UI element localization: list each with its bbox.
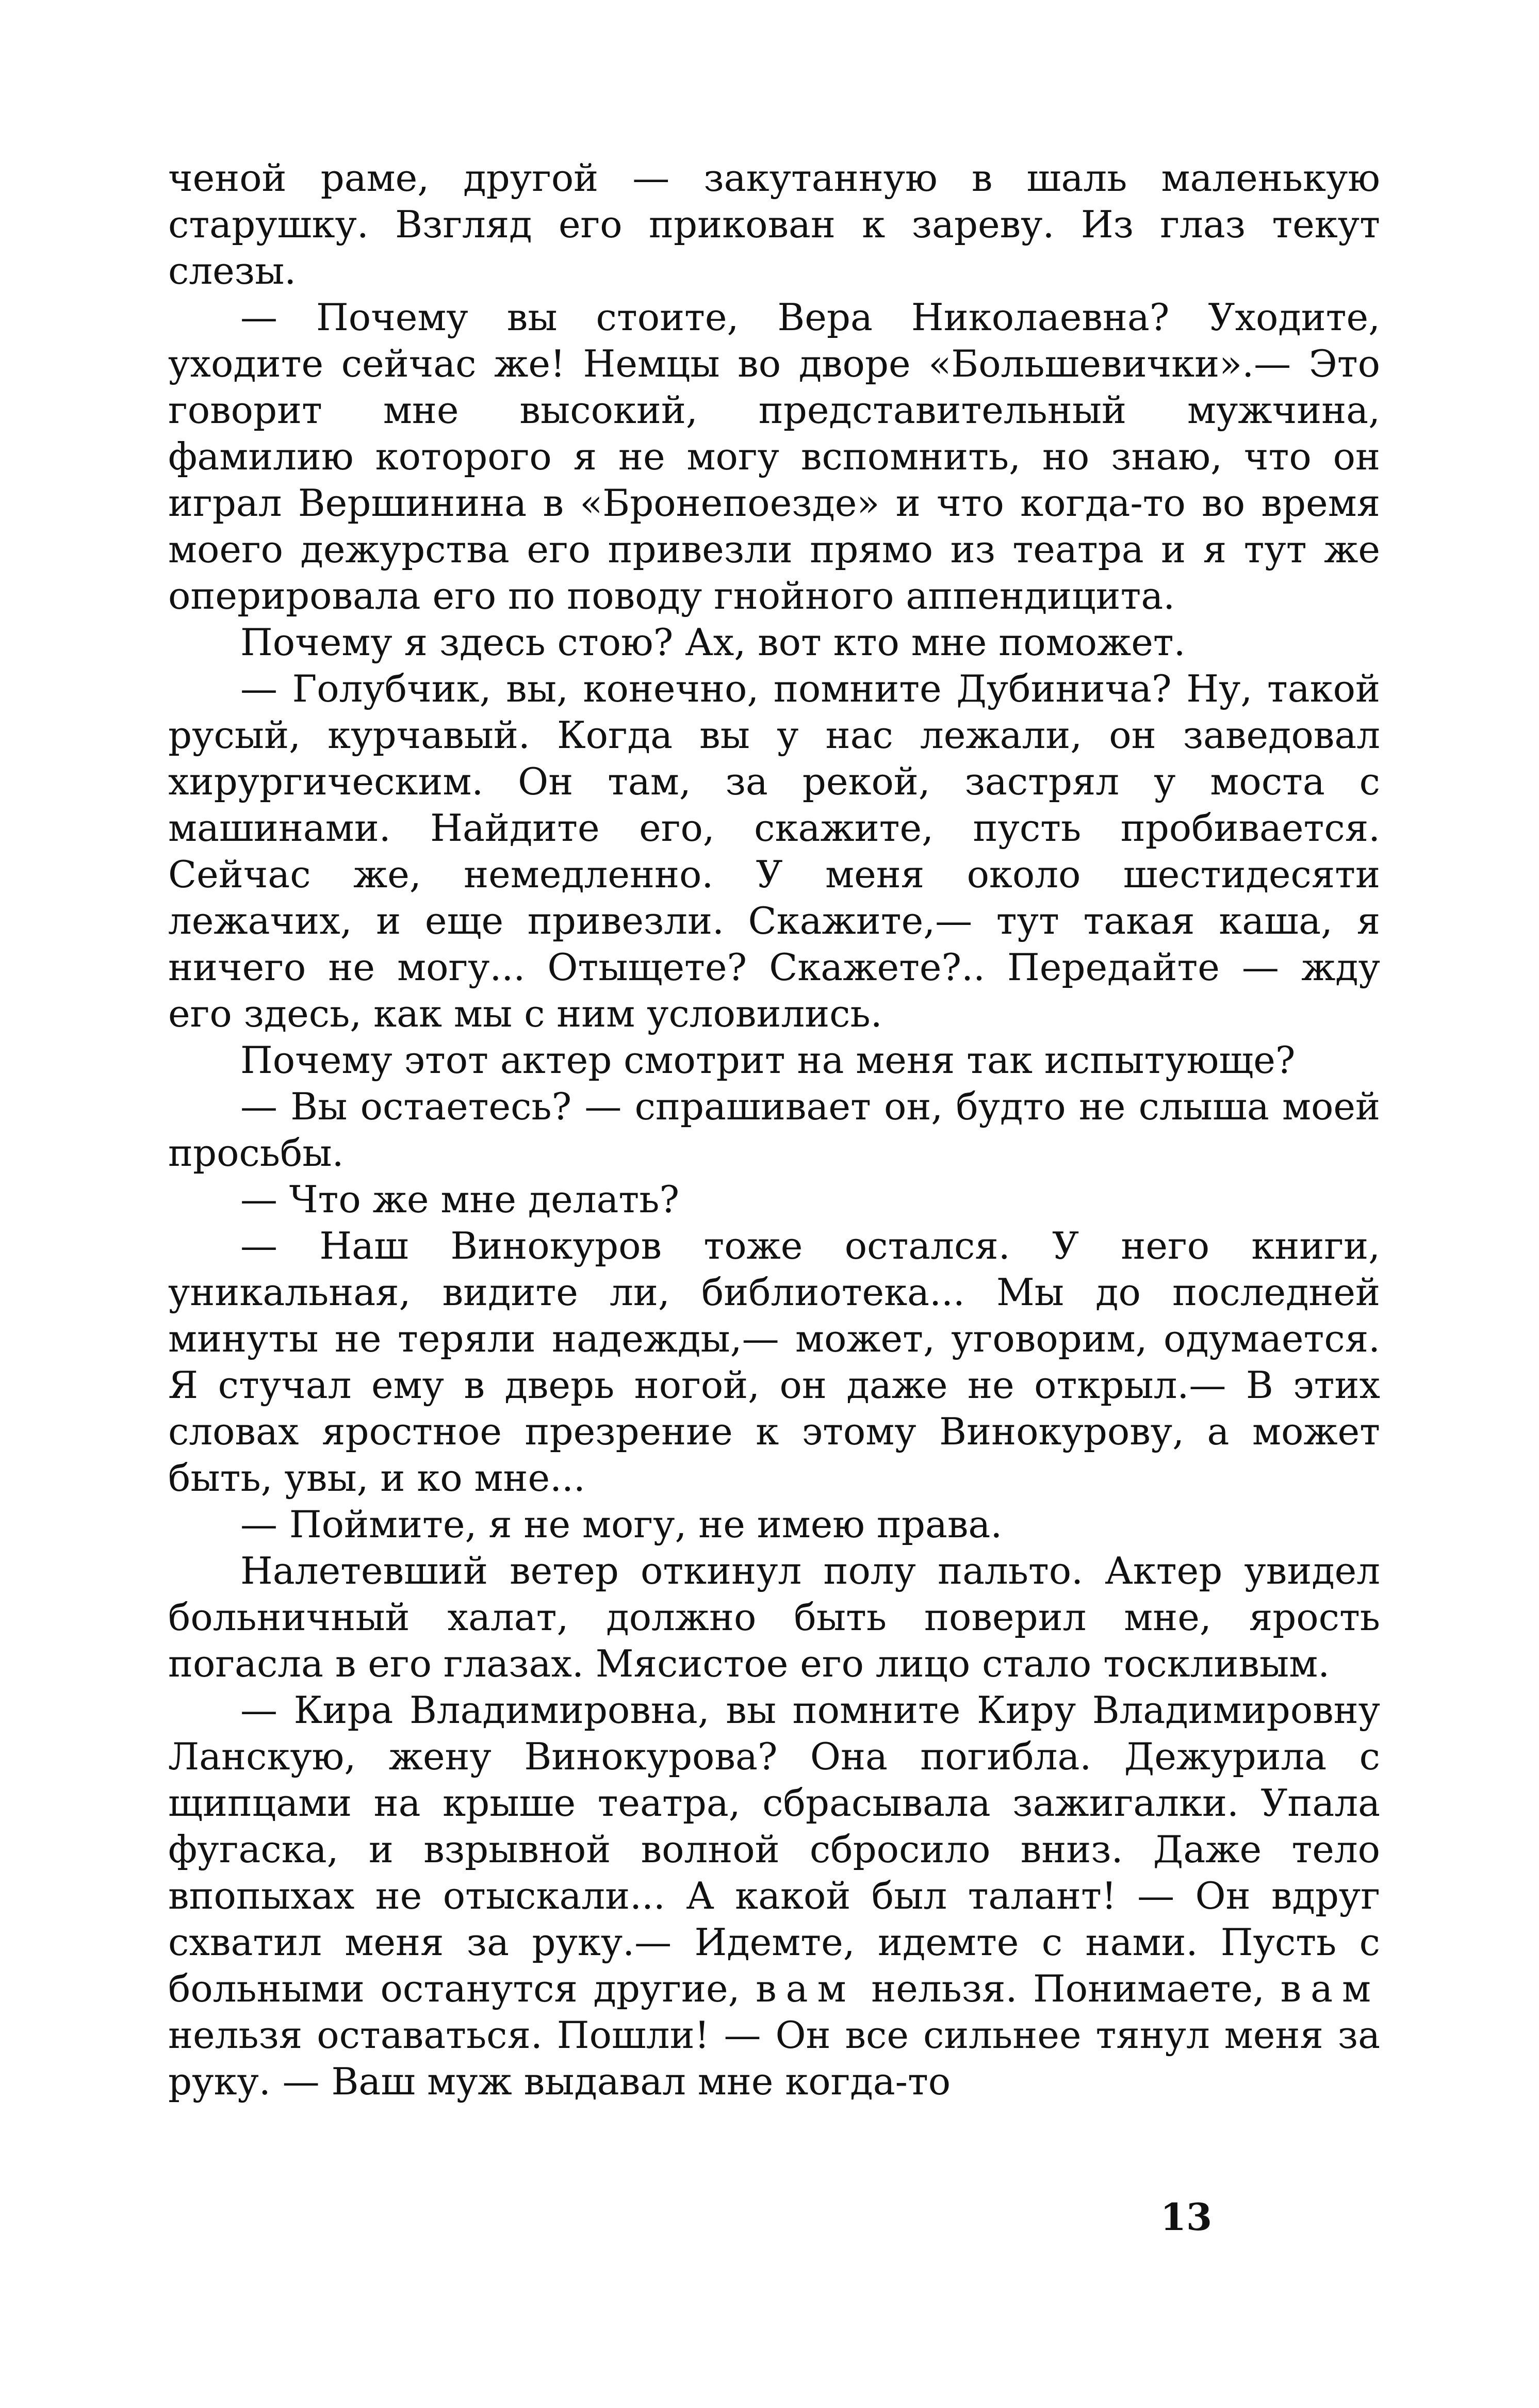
paragraph-1: ченой раме, другой — закутанную в шаль маленькую старушку. Взгляд его прикован к зареву. Из глаз текут слезы. bbox=[168, 156, 1380, 292]
paragraph-10: Налетевший ветер откинул полу пальто. Актер увидел больничный халат, должно быть поверил мне, ярость погасла в его глазах. Мясистое его лицо стало тоскливым. bbox=[168, 1549, 1380, 1685]
paragraph-11 bbox=[168, 1687, 1380, 2105]
emphasis-vam-1: вам bbox=[756, 1967, 856, 2010]
paragraph-2: — Почему вы стоите, Вера Николаевна? Уходите, уходите сейчас же! Немцы во дворе «Большевички».— Это говорит мне высокий, представительный мужчина, фамилию которого я не могу вспомнить, но знаю, что он играл Вершинина в «Бронепоезде» и что когда-то во время моего дежурства его привезли прямо из театра и я тут же оперировала его по поводу гнойного аппендицита. bbox=[168, 296, 1380, 617]
paragraph-7: — Что же мне делать? bbox=[240, 1178, 680, 1221]
page-number: 13 bbox=[1160, 2195, 1213, 2239]
paragraph-4: — Голубчик, вы, конечно, помните Дубинича? Ну, такой русый, курчавый. Когда вы у нас лежали, он заведовал хирургическим. Он там, за рекой, застрял у моста с машинами. Найдите его, скажите, пусть пробивается. Сейчас же, немедленно. У меня около шестидесяти лежачих, и еще привезли. Скажите,— тут такая каша, я ничего не могу... Отыщете? Скажете?.. Передайте — жду его здесь, как мы с ним условились. bbox=[168, 667, 1380, 1035]
paragraph-3: Почему я здесь стою? Ах, вот кто мне поможет. bbox=[240, 621, 1186, 664]
paragraph-5: Почему этот актер смотрит на меня так испытующе? bbox=[240, 1038, 1296, 1082]
paragraph-6: — Вы остаетесь? — спрашивает он, будто не слыша моей просьбы. bbox=[168, 1085, 1380, 1175]
paragraph-8: — Наш Винокуров тоже остался. У него книги, уникальная, видите ли, библиотека... Мы до последней минуты не теряли надежды,— может, уговорим, одумается. Я стучал ему в дверь ногой, он даже не открыл.— В этих словах яростное презрение к этому Винокурову, а может быть, увы, и ко мне... bbox=[168, 1224, 1380, 1500]
page-text bbox=[168, 155, 1380, 2105]
paragraph-11-part-2: нельзя. Понимаете, bbox=[871, 1967, 1265, 2010]
emphasis-vam-2: вам bbox=[1280, 1967, 1381, 2010]
paragraph-11-part-3: нельзя оставаться. Пошли! — Он все сильнее тянул меня за руку. — Ваш муж выдавал мне когда-то bbox=[168, 2013, 1380, 2103]
paragraph-11-part-1: — Кира Владимировна, вы помните Киру Владимировну Ланскую, жену Винокурова? Она погибла. Дежурила с щипцами на крыше театра, сбрасывала зажигалки. Упала фугаска, и взрывной волной сбросило вниз. Даже тело впопыхах не отыскали... А какой был талант! — Он вдруг схватил меня за руку.— Идемте, идемте с нами. Пусть с больными останутся другие, bbox=[168, 1688, 1380, 2010]
paragraph-9: — Поймите, я не могу, не имею права. bbox=[240, 1503, 1003, 1546]
